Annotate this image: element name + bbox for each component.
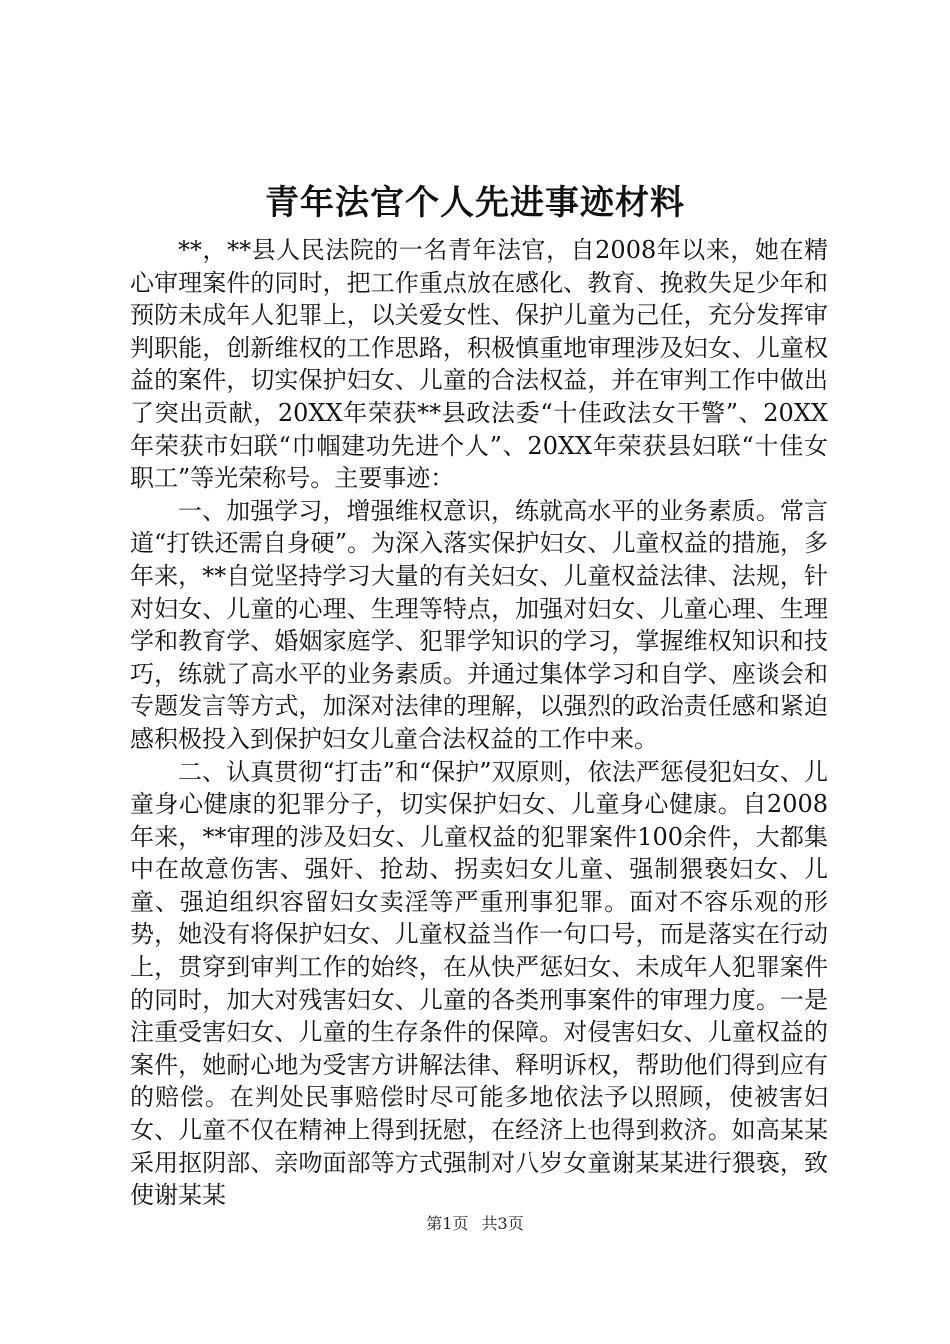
paragraph-intro: **，**县人民法院的一名青年法官，自2008年以来，她在精心审理案件的同时，把工作重点放在感化、教育、挽救失足少年和预防未成年人犯罪上，以关爱女性、保护儿童为己任，充分发挥审判职能，创新维权的工作思路，积极慎重地审理涉及妇女、儿童权益的案件，切实保护妇女、儿童的合法权益，并在审判工作中做出了突出贡献，20XX年荣获**县政法委“十佳政法女干警”、20XX年荣获市妇联“巾帼建功先进个人”、20XX年荣获县妇联“十佳女职工”等光荣称号。主要事迹： xyxy=(130,236,828,493)
paragraph-section-two: 二、认真贯彻“打击”和“保护”双原则，依法严惩侵犯妇女、儿童身心健康的犯罪分子，切实保护妇女、儿童身心健康。自2008年来，**审理的涉及妇女、儿童权益的犯罪案件100余件，大都集中在故意伤害、强奸、抢劫、拐卖妇女儿童、强制猥亵妇女、儿童、强迫组织容留妇女卖淫等严重刑事犯罪。面对不容乐观的形势，她没有将保护妇女、儿童权益当作一句口号，而是落实在行动上，贯穿到审判工作的始终，在从快严惩妇女、未成年人犯罪案件的同时，加大对残害妇女、儿童的各类刑事案件的审理力度。一是注重受害妇女、儿童的生存条件的保障。对侵害妇女、儿童权益的案件，她耐心地为受害方讲解法律、释明诉权，帮助他们得到应有的赔偿。在判处民事赔偿时尽可能多地依法予以照顾，使被害妇女、儿童不仅在精神上得到抚慰，在经济上也得到救济。如高某某采用抠阴部、亲吻面部等方式强制对八岁女童谢某某进行猥亵，致使谢某某 xyxy=(130,757,828,1210)
page-number: 第1页 xyxy=(426,1214,469,1233)
document-body xyxy=(130,234,828,1212)
page-footer xyxy=(0,1212,950,1236)
document-title: 青年法官个人先进事迹材料 xyxy=(265,183,685,223)
paragraph-section-one: 一、加强学习，增强维权意识，练就高水平的业务素质。常言道“打铁还需自身硬”。为深入落实保护妇女、儿童权益的措施，多年来，**自觉坚持学习大量的有关妇女、儿童权益法律、法规，针对妇女、儿童的心理、生理等特点，加强对妇女、儿童心理、生理学和教育学、婚姻家庭学、犯罪学知识的学习，掌握维权知识和技巧，练就了高水平的业务素质。并通过集体学习和自学、座谈会和专题发言等方式，加深对法律的理解，以强烈的政治责任感和紧迫感积极投入到保护妇女儿童合法权益的工作中来。 xyxy=(130,496,828,753)
page-total: 共3页 xyxy=(481,1214,524,1233)
